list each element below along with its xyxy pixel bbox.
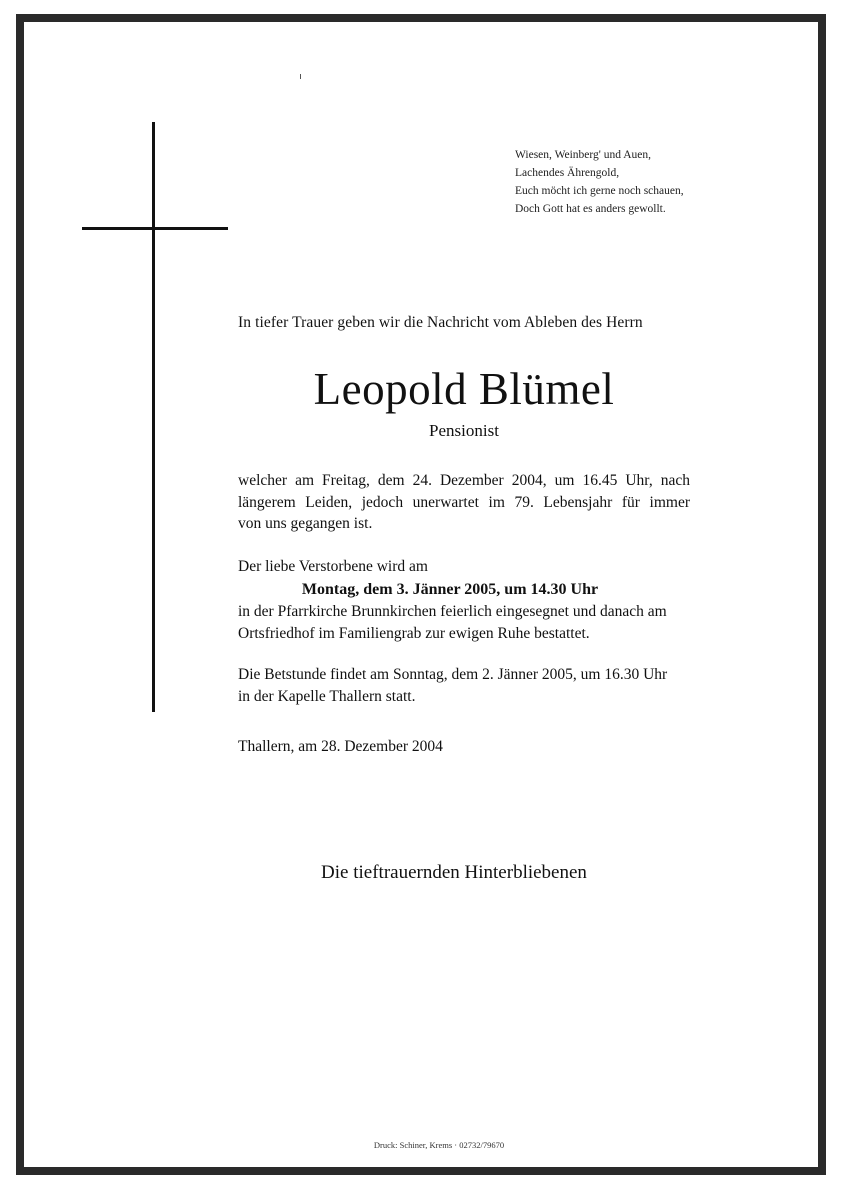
- print-speck: [300, 74, 301, 79]
- prayer-paragraph-line: Die Betstunde findet am Sonntag, dem 2. Jänner 2005, um 16.30 Uhr: [238, 666, 668, 683]
- place-and-date: Thallern, am 28. Dezember 2004: [238, 738, 443, 755]
- poem: [515, 146, 684, 218]
- death-paragraph-line: welcher am Freitag, dem 24. Dezember 2004, um 16.45 Uhr, nach: [238, 472, 690, 489]
- funeral-date: Montag, dem 3. Jänner 2005, um 14.30 Uhr: [301, 580, 599, 598]
- mourners-signature: [238, 862, 690, 884]
- prayer-paragraph-line: in der Kapelle Thallern statt.: [238, 687, 416, 705]
- death-paragraph: [238, 470, 690, 535]
- prayer-paragraph: [238, 664, 690, 707]
- deceased-name: Leopold Blümel: [313, 364, 615, 414]
- cross-vertical-bar: [152, 122, 155, 712]
- death-paragraph-line: längerem Leiden, jedoch unerwartet im 79. Lebensjahr für immer: [238, 493, 690, 511]
- funeral-paragraph-line: in der Pfarrkirche Brunnkirchen feierlich eingesegnet und danach am: [238, 603, 667, 620]
- mourners-text: Die tieftrauernden Hinterbliebenen: [321, 862, 587, 883]
- funeral-paragraph-line: Ortsfriedhof im Familiengrab zur ewigen Ruhe bestattet.: [238, 624, 590, 642]
- cross-horizontal-bar: [82, 227, 228, 230]
- poem-line: Wiesen, Weinberg' und Auen,: [515, 149, 651, 161]
- funeral-lead: Der liebe Verstorbene wird am: [238, 558, 428, 575]
- poem-line: Lachendes Ährengold,: [515, 167, 620, 179]
- announcement-intro: In tiefer Trauer geben wir die Nachricht vom Ableben des Herrn: [238, 314, 643, 331]
- death-paragraph-line: von uns gegangen ist.: [238, 515, 373, 532]
- deceased-occupation: Pensionist: [429, 421, 499, 440]
- funeral-paragraph: [238, 556, 690, 644]
- poem-line: Euch möcht ich gerne noch schauen,: [515, 185, 684, 197]
- printer-credit: [0, 1140, 848, 1150]
- poem-line: Doch Gott hat es anders gewollt.: [515, 203, 666, 215]
- printer-credit-text: Druck: Schiner, Krems · 02732/79670: [373, 1140, 505, 1150]
